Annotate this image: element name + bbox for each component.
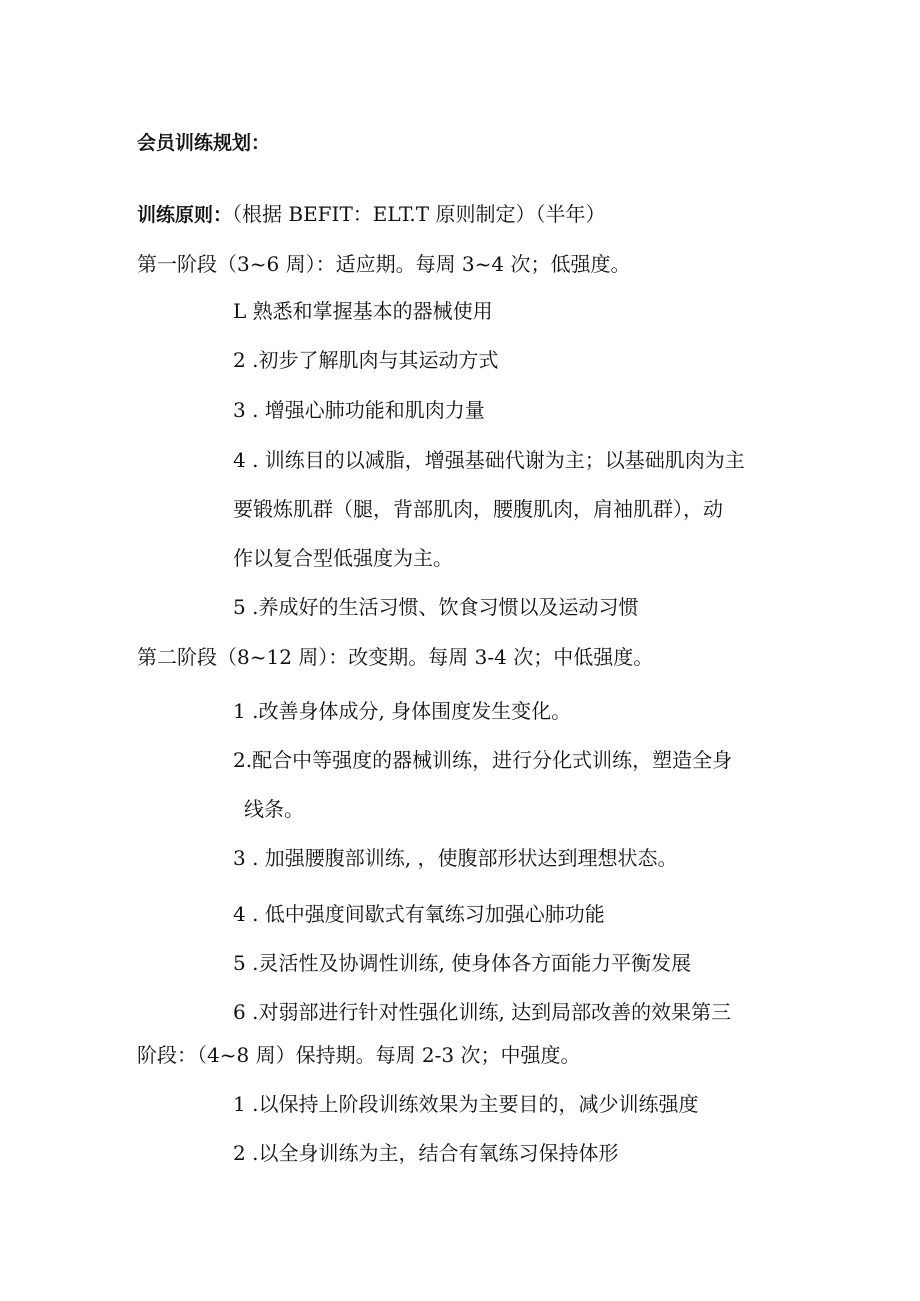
principle-line xyxy=(137,202,606,227)
stage2-item: 3 . 加强腰腹部训练, ，使腹部形状达到理想状态。 xyxy=(233,846,678,870)
stage3-item: 1 .以保持上阶段训练效果为主要目的，减少训练强度 xyxy=(233,1092,699,1116)
stage2-item: 1 .改善身体成分, 身体围度发生变化。 xyxy=(233,699,572,723)
stage2-item: 2.配合中等强度的器械训练，进行分化式训练，塑造全身 xyxy=(233,748,733,772)
stage1-heading: 第一阶段（3~6 周）：适应期。每周 3~4 次；低强度。 xyxy=(137,252,631,276)
stage1-item: 作以复合型低强度为主。 xyxy=(233,546,453,570)
stage1-item: 3 . 增强心肺功能和肌肉力量 xyxy=(233,398,485,422)
stage2-item: 线条。 xyxy=(244,797,304,821)
stage3-heading: 阶段：（4~8 周）保持期。每周 2-3 次；中强度。 xyxy=(137,1043,581,1067)
stage3-item: 2 .以全身训练为主，结合有氧练习保持体形 xyxy=(233,1141,619,1165)
document-title: 会员训练规划： xyxy=(137,132,271,154)
stage1-item: 5 .养成好的生活习惯、饮食习惯以及运动习惯 xyxy=(233,595,639,619)
stage1-item: 要锻炼肌群（腿，背部肌肉，腰腹肌肉，肩袖肌群），动 xyxy=(233,497,723,521)
stage2-item: 5 .灵活性及协调性训练, 使身体各方面能力平衡发展 xyxy=(233,951,692,975)
principle-text: （根据 BEFIT：ELT.T 原则制定）（半年） xyxy=(232,202,606,226)
stage2-heading: 第二阶段（8~12 周）：改变期。每周 3-4 次；中低强度。 xyxy=(137,645,654,669)
stage1-item: 2 .初步了解肌肉与其运动方式 xyxy=(233,348,499,372)
stage1-item: L 熟悉和掌握基本的器械使用 xyxy=(233,299,493,323)
principle-label: 训练原则： xyxy=(137,204,233,226)
stage1-item: 4 . 训练目的以减脂，增强基础代谢为主；以基础肌肉为主 xyxy=(233,448,745,472)
stage2-item: 4 . 低中强度间歇式有氧练习加强心肺功能 xyxy=(233,902,605,926)
stage2-item: 6 .对弱部进行针对性强化训练, 达到局部改善的效果第三 xyxy=(233,1000,732,1024)
